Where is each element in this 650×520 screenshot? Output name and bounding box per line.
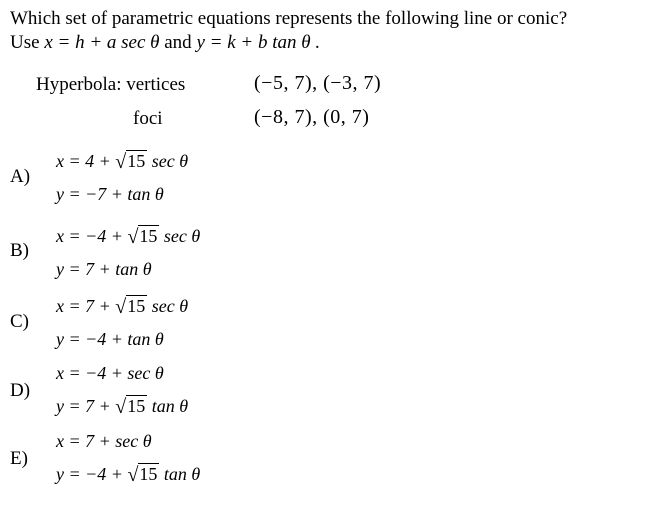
option-a-x-equation: x = 4 + √15 sec θ — [56, 151, 189, 173]
and-word: and — [164, 32, 192, 53]
sqrt-symbol: √15 — [127, 226, 158, 248]
option-c-letter[interactable]: C) — [10, 311, 29, 332]
sqrt-symbol: √15 — [115, 151, 146, 173]
question-line-1: Which set of parametric equations represents the following line or conic? — [10, 8, 568, 29]
option-d-x-equation: x = −4 + sec θ — [56, 363, 164, 383]
option-c-x-equation: x = 7 + √15 sec θ — [56, 296, 189, 318]
option-a-y-equation: y = −7 + tan θ — [56, 184, 164, 204]
foci-label: foci — [133, 108, 163, 129]
option-d-y-equation: y = 7 + √15 tan θ — [56, 396, 189, 418]
option-d-letter[interactable]: D) — [10, 380, 31, 401]
hyperbola-label: Hyperbola: vertices — [36, 74, 186, 95]
option-a-letter[interactable]: A) — [10, 166, 31, 187]
option-b-x-equation: x = −4 + √15 sec θ — [56, 226, 201, 248]
sqrt-symbol: √15 — [115, 396, 146, 418]
option-e-y-equation: y = −4 + √15 tan θ — [56, 464, 201, 486]
option-e-letter[interactable]: E) — [10, 448, 28, 469]
formula-y-expr: = k + b tan θ . — [209, 32, 321, 53]
question-line-2 — [10, 32, 320, 54]
option-c-y-equation: y = −4 + tan θ — [56, 329, 164, 349]
vertices-points: (−5, 7), (−3, 7) — [254, 72, 382, 94]
formula-x-expr: = h + a sec θ — [57, 32, 160, 53]
use-word: Use — [10, 32, 40, 53]
option-e-x-equation: x = 7 + sec θ — [56, 431, 152, 451]
sqrt-symbol: √15 — [127, 464, 158, 486]
formula-x-var: x — [44, 32, 53, 53]
option-b-y-equation: y = 7 + tan θ — [56, 259, 152, 279]
sqrt-symbol: √15 — [115, 296, 146, 318]
option-b-letter[interactable]: B) — [10, 240, 29, 261]
foci-points: (−8, 7), (0, 7) — [254, 106, 370, 128]
formula-y-var: y — [196, 32, 205, 53]
